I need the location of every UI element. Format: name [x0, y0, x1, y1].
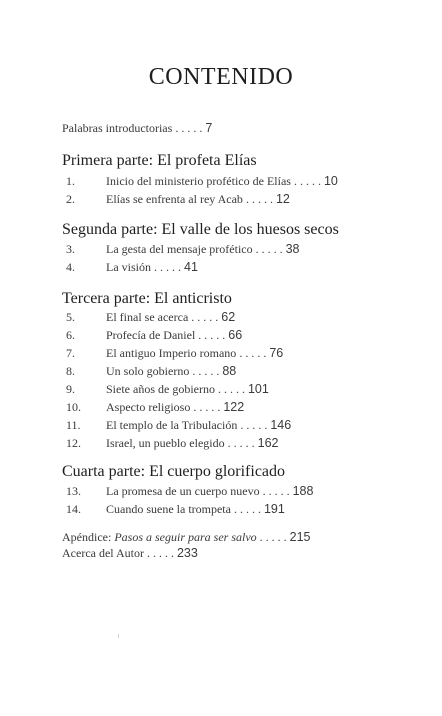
chapter-dots: . . . . .: [262, 484, 290, 498]
chapter-page: 41: [184, 260, 198, 274]
chapter-title: Elías se enfrenta al rey Acab: [106, 192, 243, 206]
part-heading-4: Cuarta parte: El cuerpo glorificado: [62, 463, 286, 480]
chapter-page: 38: [285, 242, 300, 256]
chapter-dots: . . . . .: [227, 436, 255, 450]
chapter-dots: . . . . .: [240, 418, 268, 432]
chapter-number: 11.: [66, 418, 81, 432]
toc-chapter-2: [62, 192, 290, 207]
chapter-page: 12: [275, 192, 290, 206]
entry-page: 233: [176, 546, 198, 560]
chapter-title: Israel, un pueblo elegido: [106, 436, 225, 450]
chapter-number: 8.: [66, 364, 75, 378]
chapter-title: La gesta del mensaje profético: [106, 242, 253, 256]
toc-about-entry: [62, 546, 198, 561]
chapter-title: El templo de la Tribulación: [106, 418, 238, 432]
entry-page: 7: [205, 121, 213, 135]
chapter-page: 146: [270, 418, 292, 432]
chapter-page: 10: [323, 174, 338, 188]
toc-chapter-3: [62, 242, 300, 257]
chapter-title: Cuando suene la trompeta: [106, 502, 231, 516]
chapter-number: 5.: [66, 310, 75, 324]
chapter-page: 162: [257, 436, 279, 450]
toc-chapter-14: [62, 502, 285, 517]
toc-chapter-4: [62, 260, 198, 275]
chapter-title: Inicio del ministerio profético de Elías: [106, 174, 291, 188]
chapter-page: 191: [263, 502, 285, 516]
toc-chapter-9: [62, 382, 269, 397]
chapter-title: El final se acerca: [106, 310, 189, 324]
chapter-dots: . . . . .: [192, 364, 220, 378]
entry-text: Palabras introductorias: [62, 121, 173, 135]
chapter-dots: . . . . .: [191, 310, 219, 324]
chapter-title: La promesa de un cuerpo nuevo: [106, 484, 260, 498]
page-speck: [118, 634, 119, 638]
chapter-dots: . . . . .: [198, 328, 226, 342]
toc-chapter-7: [62, 346, 283, 361]
chapter-page: 62: [221, 310, 236, 324]
toc-chapter-10: [62, 400, 244, 415]
part-heading-1: Primera parte: El profeta Elías: [62, 152, 257, 169]
appendix-title: Pasos a seguir para ser salvo: [114, 530, 257, 544]
entry-page: 215: [289, 530, 311, 544]
toc-chapter-8: [62, 364, 236, 379]
part-heading-3: Tercera parte: El anticristo: [62, 290, 232, 307]
chapter-page: 66: [228, 328, 243, 342]
chapter-page: 188: [292, 484, 314, 498]
chapter-number: 7.: [66, 346, 75, 360]
toc-chapter-1: [62, 174, 338, 189]
chapter-dots: . . . . .: [233, 502, 261, 516]
appendix-label: Apéndice:: [62, 530, 112, 544]
chapter-number: 9.: [66, 382, 75, 396]
chapter-dots: . . . . .: [217, 382, 245, 396]
entry-dots: . . . . .: [259, 530, 287, 544]
chapter-title: Profecía de Daniel: [106, 328, 196, 342]
toc-chapter-12: [62, 436, 279, 451]
chapter-number: 6.: [66, 328, 75, 342]
chapter-page: 101: [247, 382, 269, 396]
chapter-number: 13.: [66, 484, 81, 498]
entry-text: Acerca del Autor: [62, 546, 144, 560]
chapter-dots: . . . . .: [293, 174, 321, 188]
chapter-dots: . . . . .: [154, 260, 181, 274]
chapter-page: 88: [222, 364, 237, 378]
chapter-number: 3.: [66, 242, 75, 256]
entry-dots: . . . . .: [146, 546, 174, 560]
toc-chapter-6: [62, 328, 242, 343]
chapter-page: 76: [269, 346, 284, 360]
chapter-number: 1.: [66, 174, 75, 188]
part-heading-2: Segunda parte: El valle de los huesos secos: [62, 221, 339, 238]
chapter-title: La visión: [106, 260, 151, 274]
chapter-number: 2.: [66, 192, 75, 206]
chapter-dots: . . . . .: [239, 346, 267, 360]
toc-chapter-11: [62, 418, 291, 433]
chapter-dots: . . . . .: [193, 400, 221, 414]
toc-chapter-5: [62, 310, 235, 325]
chapter-page: 122: [223, 400, 245, 414]
toc-chapter-13: [62, 484, 313, 499]
chapter-number: 12.: [66, 436, 81, 450]
chapter-number: 10.: [66, 400, 81, 414]
chapter-title: Siete años de gobierno: [106, 382, 215, 396]
page-title: CONTENIDO: [148, 64, 294, 90]
chapter-title: Un solo gobierno: [106, 364, 190, 378]
chapter-number: 4.: [66, 260, 75, 274]
chapter-dots: . . . . .: [245, 192, 273, 206]
entry-dots: . . . . .: [175, 121, 203, 135]
toc-appendix-entry: [62, 530, 311, 545]
chapter-dots: . . . . .: [255, 242, 283, 256]
chapter-number: 14.: [66, 502, 81, 516]
toc-intro-entry: [62, 121, 212, 136]
chapter-title: Aspecto religioso: [106, 400, 191, 414]
chapter-title: El antiguo Imperio romano: [106, 346, 237, 360]
